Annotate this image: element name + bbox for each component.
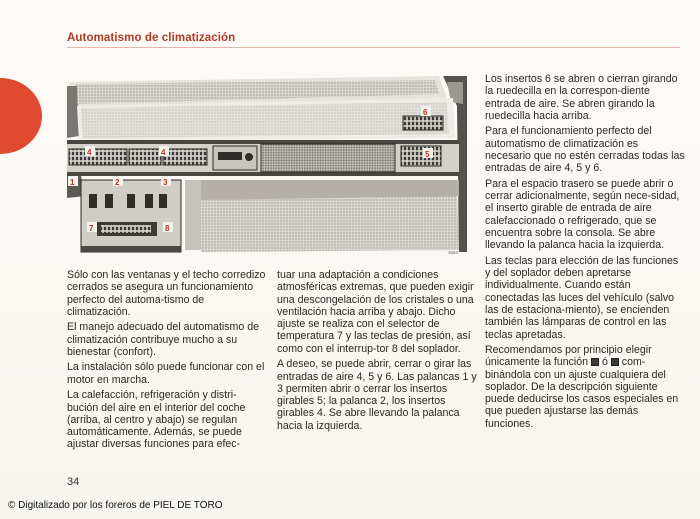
paragraph: tuar una adaptación a condiciones atmosféricas extremas, que pueden exigir una descongelación de los cristales o una ventilación hacia arriba y abajo. Dicho ajuste se realiza con el selector de temperatura 7 y las teclas de presión, así como con el interrup-tor 8 del soplador.	[277, 269, 474, 355]
footer-credit: © Digitalizado por los foreros de PIEL DE TORO	[8, 500, 223, 511]
paragraph: Sólo con las ventanas y el techo corredizo cerrados se asegura un funcionamiento perfecto del automa-tismo de climatización.	[67, 269, 266, 318]
paragraph: El manejo adecuado del automatismo de climatización contribuye mucho a su bienestar (confort).	[67, 321, 259, 358]
callout-1: 1	[70, 178, 75, 187]
paragraph: Para el funcionamiento perfecto del automatismo de climatización es necesario que no estén cerradas todas las entradas de aire 4, 5 y 6.	[485, 125, 685, 175]
paragraph: La calefacción, refrigeración y distri-bución del aire en el interior del coche (arriba, al centro y abajo) se regulan automáticamente. Además, se puede ajustar diversas funciones para efec-	[67, 389, 246, 451]
text-column-1	[67, 269, 267, 454]
paragraph: Para el espacio trasero se puede abrir o cerrar adicionalmente, según nece-sidad, el inserto girable de entrada de aire calefaccionado o refrigerado, que se encuentra sobre la consola. Se abre llevando la palanca hacia la izquierda.	[485, 177, 680, 252]
paragraph: Los insertos 6 se abren o cierran girando la ruedecilla en la correspon-diente entrada de aire. Se abren girando la ruedecilla hacia arriba.	[485, 73, 678, 122]
dashboard-drawing	[67, 76, 470, 256]
red-section-tab	[0, 78, 42, 154]
text-column-2	[277, 269, 477, 435]
callout-5: 5	[425, 150, 430, 159]
paragraph: La instalación sólo puede funcionar con el motor en marcha.	[67, 361, 265, 386]
dashboard-illustration	[67, 76, 470, 256]
header-rule	[67, 47, 680, 48]
paragraph: Las teclas para elección de las funciones y del soplador deben apretarse individualmente. Cuando están conectadas las luces del vehículo (salvo las de estaciona-miento), se encienden también las lámparas de control en las teclas apretadas.	[485, 254, 679, 341]
callout-4-center: 4	[161, 148, 166, 157]
paragraph-text: Recomendamos por principio elegir únicamente la función	[485, 343, 652, 369]
callout-7: 7	[89, 224, 94, 233]
callout-6: 6	[423, 108, 428, 117]
paragraph-text: ó	[601, 356, 608, 369]
callout-2: 2	[115, 178, 120, 187]
paragraph-with-symbols	[485, 344, 685, 430]
paragraph-text: com-binándola con un ajuste cualquiera del soplador. De la descripción siguiente puede deducirse los casos especiales en que pueden ajustarse las demás funciones.	[485, 356, 679, 430]
auto-function-icon	[591, 358, 599, 366]
figure-code: 3563	[448, 250, 459, 255]
defrost-function-icon	[611, 358, 619, 366]
page-title: Automatismo de climatización	[67, 32, 236, 44]
text-column-3	[485, 73, 685, 433]
callout-4-left: 4	[87, 148, 92, 157]
callout-8: 8	[165, 224, 170, 233]
paragraph: A deseo, se puede abrir, cerrar o girar las entradas de aire 4, 5 y 6. Las palancas 1 y 3 permiten abrir o cerrar los insertos girables 5; la palanca 2, los insertos girables 4. Se abre llevando la palanca hacia la izquierda.	[277, 358, 477, 432]
page-number: 34	[67, 476, 80, 488]
callout-3: 3	[163, 178, 168, 187]
